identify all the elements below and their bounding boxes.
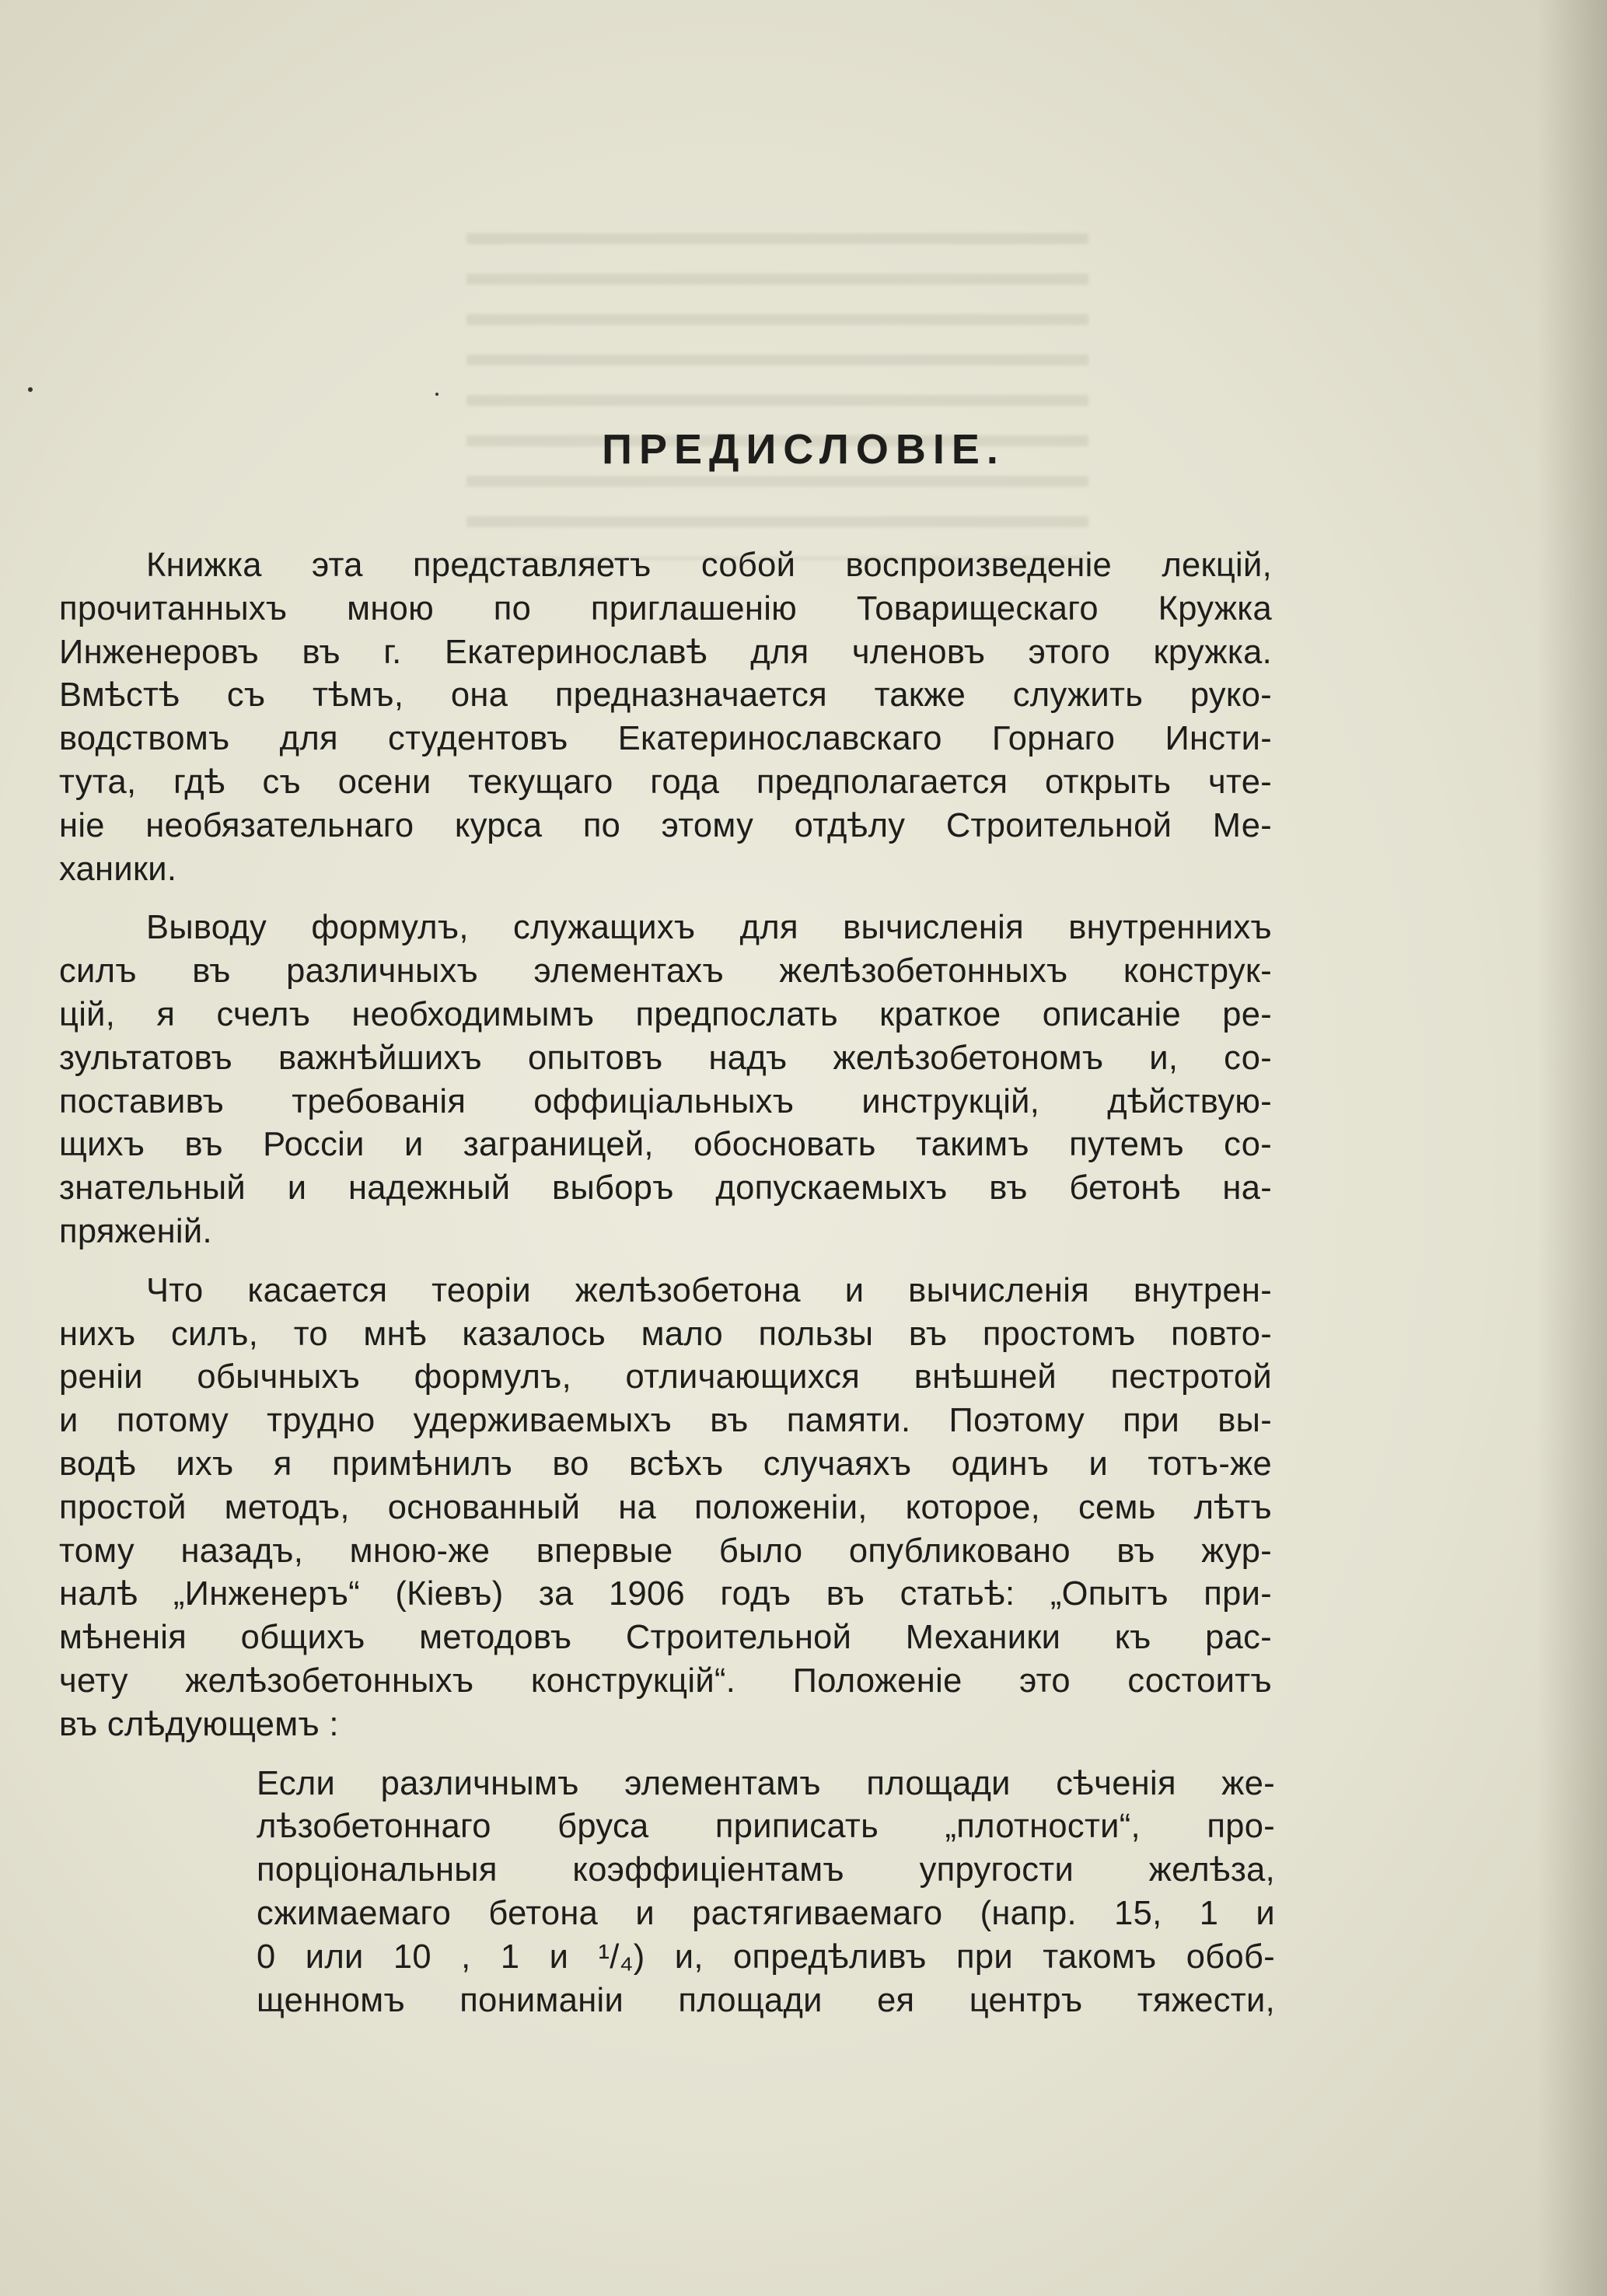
text-line: цiй, я счелъ необходимымъ предпослать краткое описанiе ре- bbox=[59, 995, 1272, 1033]
paragraph-1 bbox=[59, 544, 1272, 891]
indented-quote bbox=[257, 1763, 1275, 2023]
paragraph-3 bbox=[59, 1270, 1272, 1747]
text-line: нiе необязательнаго курса по этому отдѣлу Строительной Ме- bbox=[59, 806, 1272, 844]
text-line: Книжка эта представляетъ собой воспроизведенiе лекцiй, bbox=[146, 547, 1272, 584]
text-line: и потому трудно удерживаемыхъ въ памяти. Поэтому при вы- bbox=[59, 1402, 1272, 1440]
paragraph-2 bbox=[59, 907, 1272, 1253]
text-line: тута, гдѣ съ осени текущаго года предполагается открыть чте- bbox=[59, 763, 1272, 801]
text-line: прочитанныхъ мною по приглашенiю Товарищескаго Кружка bbox=[59, 589, 1272, 627]
text-line: Инженеровъ въ г. Екатеринославѣ для членовъ этого кружка. bbox=[59, 633, 1272, 671]
text-line: знательный и надежный выборъ допускаемыхъ въ бетонѣ на- bbox=[59, 1169, 1272, 1207]
text-line: водѣ ихъ я примѣнилъ во всѣхъ случаяхъ одинъ и тотъ-же bbox=[59, 1445, 1272, 1483]
text-line: 0 или 10 , 1 и ¹/₄) и, опредѣливъ при такомъ обоб- bbox=[257, 1938, 1275, 1976]
bleed-through-text bbox=[466, 233, 1088, 560]
text-line: водствомъ для студентовъ Екатеринославскаго Горнаго Инсти- bbox=[59, 720, 1272, 758]
text-line: порцiональныя коэффицiентамъ упругости желѣза, bbox=[257, 1851, 1275, 1889]
text-line: Что касается теорiи желѣзобетона и вычисленiя внутрен- bbox=[146, 1271, 1272, 1309]
text-line: силъ въ различныхъ элементахъ желѣзобетонныхъ конструк- bbox=[59, 952, 1272, 991]
text-line: чету желѣзобетонныхъ конструкцiй“. Положенiе это состоитъ bbox=[59, 1662, 1272, 1700]
text-line: Если различнымъ элементамъ площади сѣченiя же- bbox=[257, 1764, 1275, 1802]
text-line: пряженiй. bbox=[59, 1212, 212, 1250]
text-line: лѣзобетоннаго бруса приписать „плотности“, про- bbox=[257, 1808, 1275, 1846]
text-line: нихъ силъ, то мнѣ казалось мало пользы въ простомъ повто- bbox=[59, 1315, 1272, 1353]
text-line: тому назадъ, мною-же впервые было опубликовано въ жур- bbox=[59, 1532, 1272, 1570]
ink-speck bbox=[28, 387, 33, 392]
text-line: Выводу формулъ, служащихъ для вычисленiя внутреннихъ bbox=[146, 909, 1272, 947]
page-title: ПРЕДИСЛОВIЕ. bbox=[602, 426, 1005, 473]
text-line: Вмѣстѣ съ тѣмъ, она предназначается также служить руко- bbox=[59, 676, 1272, 715]
page-edge-shadow bbox=[1537, 0, 1607, 2296]
text-line: сжимаемаго бетона и растягиваемаго (напр. 15, 1 и bbox=[257, 1894, 1275, 1932]
text-line: поставивъ требованiя оффицiальныхъ инструкцiй, дѣйствую- bbox=[59, 1082, 1272, 1120]
text-line: щихъ въ Россiи и заграницей, обосновать такимъ путемъ со- bbox=[59, 1126, 1272, 1164]
text-line: мѣненiя общихъ методовъ Строительной Механики къ рас- bbox=[59, 1619, 1272, 1657]
ink-speck bbox=[435, 393, 438, 396]
text-line: въ слѣдующемъ : bbox=[59, 1705, 339, 1743]
text-line: щенномъ пониманiи площади ея центръ тяжести, bbox=[257, 1981, 1275, 2019]
text-line: простой методъ, основанный на положенiи, которое, семь лѣтъ bbox=[59, 1488, 1272, 1526]
text-line: ренiи обычныхъ формулъ, отличающихся внѣшней пестротой bbox=[59, 1358, 1272, 1396]
text-line: налѣ „Инженеръ“ (Кiевъ) за 1906 годъ въ статьѣ: „Опытъ при- bbox=[59, 1575, 1272, 1613]
text-line: ханики. bbox=[59, 850, 177, 888]
body-text bbox=[59, 544, 1275, 2022]
text-line: зультатовъ важнѣйшихъ опытовъ надъ желѣзобетономъ и, со- bbox=[59, 1039, 1272, 1077]
